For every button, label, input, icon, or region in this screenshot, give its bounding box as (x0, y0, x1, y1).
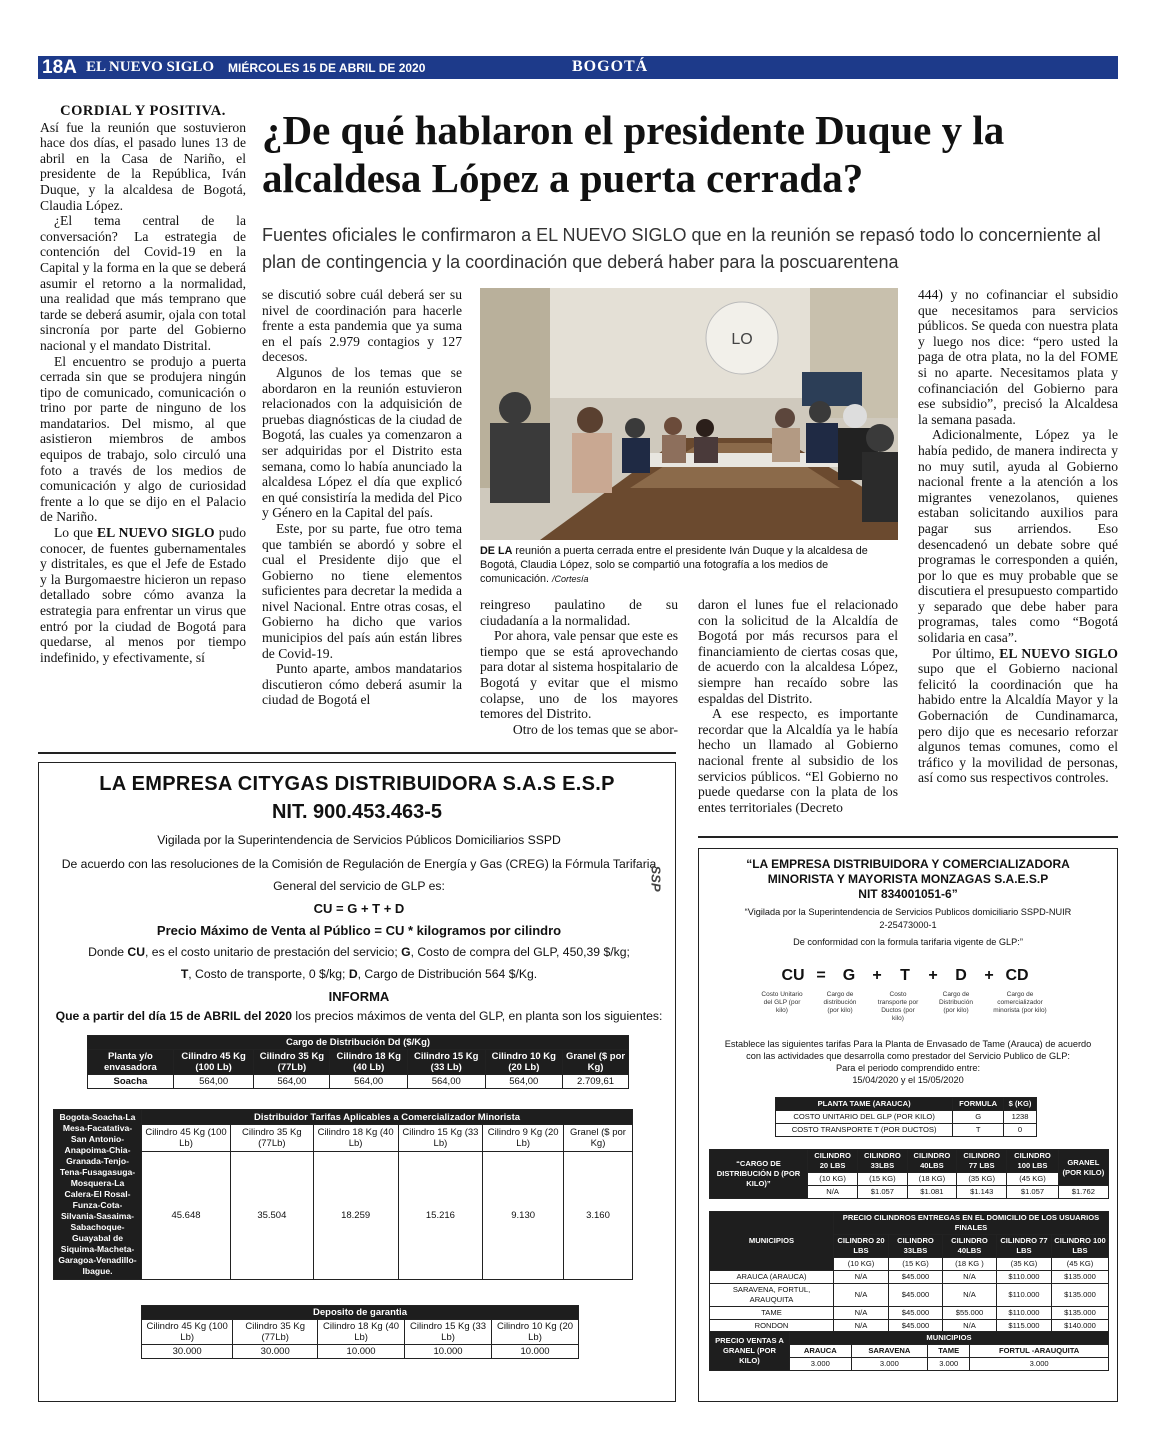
paragraph: reingreso paulatino de su ciudadanía a la normalidad. (480, 597, 678, 628)
photo-caption: DE LA reunión a puerta cerrada entre el presidente Iván Duque y la alcaldesa de Bogotá, Claudia López, solo se compartió una fotografía a los medios de comunicación. /Cortesía (480, 545, 868, 585)
paragraph: ¿El tema central de la conversación? La estrategia de contención del Covid-19 en la Capital y la forma en la que se deberá asumir el retorno a la normalidad, una realidad que más temprano que tarde se deberá asumir, ojala con total sincronía por parte del Gobierno nacional y el mandato Distrital. (40, 213, 246, 353)
ad-line: General del servicio de GLP es: (273, 879, 445, 893)
paragraph: A ese respecto, es importante recordar que la Alcaldía ya le había hecho un llamado al Gobierno nacional frente al subsidio de los servicios públicos. “El Gobierno no puede quedarse con la plata de los entes territoriales (Decreto (698, 706, 898, 815)
column-5 (918, 287, 1118, 786)
page-number: 18A (42, 57, 77, 78)
table-row: 30.000 30.000 10.000 10.000 10.000 (142, 1345, 579, 1359)
screen-logo: LO (731, 331, 753, 348)
ad-line: “Vigilada por la Superintendencia de Servicios Publicos domiciliario SSPD-NUIR (744, 907, 1072, 917)
ad-title: MINORISTA Y MAYORISTA MONZAGAS S.A.E.S.P (767, 872, 1049, 886)
tariff-formula: CU = G + T + D + CD (781, 967, 1029, 984)
paragraph: Por ahora, vale pensar que este es tiempo que se está aprovechando para dotar al sistema hospitalario de Bogotá y evitar que el mismo colapse, uno de los mayores temores del Distrito. (480, 628, 678, 722)
ad-line: Que a partir del día 15 de ABRIL del 2020 los precios máximos de venta del GLP, en planta son los siguientes: (55, 1009, 663, 1023)
table-row: Soacha 564,00 564,00 564,00 564,00 564,00 2.709,61 (88, 1075, 629, 1089)
paragraph: Este, por su parte, fue otro tema que también se abordó y sobre el cual el Presidente dijo que el Gobierno no tiene elementos suficientes para decretar la medida a nivel Nacional. Entre otras cosas, el Gobierno ha dicho que varios municipios del país aún están libres de Covid-19. (262, 520, 462, 661)
table-row: TAME N/A $45.000 $55.000 $110.000 $135.000 (710, 1307, 1109, 1320)
plant-cost-table: PLANTA TAME (ARAUCA) FORMULA $ (KG) COSTO UNITARIO DEL GLP (POR KILO) G 1238 COSTO TRANSPORTE T (POR DUCTOS) T 0 (775, 1097, 1037, 1137)
citygas-ad (38, 762, 676, 1402)
ad-line: Para el periodo comprendido entre: (835, 1063, 981, 1073)
ad-line: INFORMA (328, 989, 390, 1004)
ad-line: con las actividades que desarrolla como prestador del Servicio Publico de GLP: (746, 1051, 1070, 1061)
ad-line: T, Costo de transporte, 0 $/kg; D, Cargo de Distribución 564 $/Kg. (180, 967, 538, 981)
monzagas-ad (698, 848, 1118, 1402)
paragraph: Por último, EL NUEVO SIGLO supo que el Gobierno nacional felicitó la coordinación que ha habido entre la Alcaldía Mayor y la Gobernación de Cundinamarca, pero dijo que es necesario reforzar algunos temas comunes, como el tráfico y la movilidad de personas, así como sus respectivos controles. (918, 645, 1118, 786)
ad-line: Precio Máximo de Venta al Público = CU * kilogramos por cilindro (156, 923, 562, 938)
formula-label: Costo transporte por Ductos (por kilo) (877, 991, 919, 1022)
table-row: SARAVENA, FORTUL, ARAUQUITA N/A $45.000 N/A $110.000 $135.000 (710, 1284, 1109, 1307)
ad-formula: CU = G + T + D (313, 901, 405, 916)
paragraph: daron el lunes fue el relacionado con la solicitud de la Alcaldía de Bogotá por más recursos para el financiamiento de ciertas cosas que, de acuerdo con la alcaldesa López, siempre han recaído sobre las espaldas del Distrito. (698, 597, 898, 706)
section-name: BOGOTÁ (572, 58, 649, 75)
ad-nit: NIT. 900.453.463-5 (271, 801, 443, 823)
ssp-logo: SSP (648, 865, 664, 892)
ad-line: Vigilada por la Superintendencia de Servicios Públicos Domiciliarios SSPD (157, 833, 561, 847)
paragraph: 444) y no cofinanciar el subsidio que necesitamos para servicios públicos. Se queda con nuestra plata y luego nos dice: “pero usted la paga de otra plata, no la del FOME si no aparte. Necesitamos plata y cofinanciación del Gobierno para ese subsidio”, precisó la Alcaldesa la semana pasada. (918, 287, 1118, 427)
ad-line: De acuerdo con las resoluciones de la Comisión de Regulación de Energía y Gas (CREG) la Fórmula Tarifaria (61, 857, 657, 871)
paragraph: Así fue la reunión que sostuvieron hace dos días, el pasado lunes 13 de abril en la Casa de Nariño, el presidente de la República, Iván Duque, y la alcaldesa de Bogotá, Claudia López. (40, 119, 246, 213)
ad-title: “LA EMPRESA DISTRIBUIDORA Y COMERCIALIZADORA (746, 857, 1070, 871)
paragraph: Lo que EL NUEVO SIGLO pudo conocer, de fuentes gubernamentales y distritales, es que el Jefe de Estado y la Burgomaestre hicieron un repaso detallado sobre cómo avanza la estrategia para enfrentar un virus que entró por la ciudad de Bogotá para quedarse, al menos por tiempo indefinido, y efectivamente, sí (40, 525, 246, 665)
table-row: N/A $1.057 $1.081 $1.143 $1.057 $1.762 (710, 1186, 1109, 1199)
formula-label: Costo Unitario del GLP (por kilo) (761, 991, 803, 1014)
table-row: 3.000 3.000 3.000 3.000 (710, 1358, 1109, 1371)
table-row: COSTO TRANSPORTE T (POR DUCTOS) T 0 (776, 1124, 1037, 1137)
paragraph: se discutió sobre cuál deberá ser su nivel de coordinación para hacerle frente a esta pandemia que ya suma en el país 2.979 contagios y 127 decesos. (262, 287, 462, 365)
headline: ¿De qué hablaron el presidente Duque y la alcaldesa López a puerta cerrada? (262, 107, 1005, 201)
paragraph: Adicionalmente, López ya le había pedido, de manera indirecta y no muy sutil, ayuda al Gobierno nacional frente a la atención a los migrantes venezolanos, quienes estaban solicitando auxilios para pagar sus arriendos. Eso desencadenó un debate sobre qué programas le corresponden a quién, por lo que es muy probable que se discutiera el presupuesto compartido y separado que debe haber para programas, tales como “Bogotá solidaria en casa”. (918, 427, 1118, 646)
ad-line: Establece las siguientes tarifas Para la Planta de Envasado de Tame (Arauca) de acuerdo (724, 1039, 1092, 1049)
deposit-table: Deposito de garantia Cilindro 45 Kg (100 Lb) Cilindro 35 Kg (77Lb) Cilindro 18 Kg (40 Lb) Cilindro 15 Kg (33 Lb) Cilindro 10 Kg (20 Lb) 30.000 30.000 10.000 10.000 10.000 (141, 1305, 579, 1359)
ad-title: LA EMPRESA CITYGAS DISTRIBUIDORA S.A.S E.S.P (99, 773, 615, 795)
paragraph: Algunos de los temas que se abordaron en la reunión estuvieron relacionados con la adquisición de pruebas diagnósticas de la ciudad de Bogotá, las cuales ya comenzaron a ser adquiridas por el Distrito esta semana, como lo había anunciado la alcaldesa López el día que explicó en qué consistiría la medida del Pico y Género en la Capital del país. (262, 364, 462, 521)
distribution-charge-table: Cargo de Distribución Dd ($/Kg) Planta y/o envasadora Cilindro 45 Kg (100 Lb) Cilindro 35 Kg (77Lb) Cilindro 18 Kg (40 Lb) Cilindro 15 Kg (33 Lb) Cilindro 10 Kg (20 Lb) Granel ($ por Kg) Soacha 564,00 564,00 564,00 564,00 564,00 2.709,61 (87, 1035, 629, 1089)
paragraph: El encuentro se produjo a puerta cerrada sin que se produjera ningún tipo de comunicado, comunicación o trino por parte de ninguno de los mandatarios. Del mismo, al que asistieron miembros de ambos equipos de trabajo, solo circuló una foto a través de los medios de comunicación y algo de curiosidad frente a lo que se dijo en el Palacio de Nariño. (40, 353, 246, 525)
meeting-photo (480, 288, 898, 540)
paragraph: Otro de los temas que se abor- (512, 721, 678, 737)
paragraph: Punto aparte, ambos mandatarios discutieron cómo deberá asumir la ciudad de Bogotá el (262, 661, 462, 708)
table-row: COSTO UNITARIO DEL GLP (POR KILO) G 1238 (776, 1111, 1037, 1124)
table-row: RONDON N/A $45.000 N/A $115.000 $140.000 (710, 1320, 1109, 1333)
bulk-price-table: PRECIO VENTAS A GRANEL (POR KILO) MUNICIPIOS ARAUCA SARAVENA TAME FORTUL -ARAUQUITA 3.000 3.000 3.000 3.000 (709, 1331, 1109, 1371)
ad-line: Donde CU, es el costo unitario de prestación del servicio; G, Costo de compra del GLP, 450,39 $/kg; (88, 945, 630, 959)
newspaper-name: EL NUEVO SIGLO (86, 59, 215, 75)
kicker: CORDIAL Y POSITIVA. (60, 103, 226, 119)
home-delivery-price-table: MUNICIPIOS PRECIO CILINDROS ENTREGAS EN EL DOMICILIO DE LOS USUARIOS FINALES CILINDRO 20 LBS CILINDRO 33LBS CILINDRO 40LBS CILINDRO 77 LBS CILINDRO 100 LBS (10 KG) (15 KG) (18 KG ) (35 KG) (45 KG) ARAUCA (ARAUCA) N/A $45.000 N/A $110.000 $135.000 SARAVENA, FORTUL, ARAUQUITA N/A $45.000 N/A $110.000 $135.000 TAME N/A $45.000 $55.000 $110.000 $135.000 RONDON N/A $45.000 N/A $115.000 $140.000 (709, 1211, 1109, 1333)
ad-line: De conformidad con la formula tarifaria vigente de GLP:” (793, 937, 1023, 947)
divider (698, 836, 1118, 838)
ad-line: 2-25473000-1 (879, 920, 937, 930)
minorista-tariff-table: Bogota-Soacha-La Mesa-Facatativa-San Antonio-Anapoima-Chia-Granada-Tenjo-Tena-Fusagasuga-Mosquera-La Calera-El Rosal-Funza-Cota-Silvania-Sasaima-Sabachoque-Guayabal de Siquima-Macheta-Garagoa-Venadillo-Ibague. Distribuidor Tarifas Aplicables a Comercializador Minorista Cilindro 45 Kg (100 Lb) Cilindro 35 Kg (77Lb) Cilindro 18 Kg (40 Lb) Cilindro 15 Kg (33 Lb) Cilindro 9 Kg (20 Lb) Granel ($ por Kg) 45.648 35.504 18.259 15.216 9.130 3.160 (53, 1109, 633, 1280)
edition-date: MIÉRCOLES 15 DE ABRIL DE 2020 (228, 61, 426, 75)
divider (38, 752, 676, 754)
column-3 (480, 597, 678, 737)
ad-nit: NIT 834001051-6” (858, 887, 958, 901)
column-2 (262, 287, 462, 708)
page-header (38, 56, 1118, 79)
formula-label: Cargo de Distribución (por kilo) (939, 991, 973, 1014)
column-1 (40, 104, 246, 665)
deck: Fuentes oficiales le confirmaron a EL NUEVO SIGLO que en la reunión se repasó todo lo concerniente al plan de contingencia y la coordinación que deberá haber para la poscuarentena (262, 225, 1101, 272)
ad-line: 15/04/2020 y el 15/05/2020 (852, 1075, 964, 1085)
table-row: 45.648 35.504 18.259 15.216 9.130 3.160 (54, 1152, 633, 1280)
distribution-charge-table: “CARGO DE DISTRIBUCIÓN D (POR KILO)” CILINDRO 20 LBS CILINDRO 33LBS CILINDRO 40LBS CILINDRO 77 LBS CILINDRO 100 LBS GRANEL (POR KILO) (10 KG) (15 KG) (18 KG) (35 KG) (45 KG) N/A $1.057 $1.081 $1.143 $1.057 $1.762 (709, 1149, 1109, 1199)
table-row: ARAUCA (ARAUCA) N/A $45.000 N/A $110.000 $135.000 (710, 1271, 1109, 1284)
column-4 (698, 597, 898, 815)
formula-label: Cargo de comercializador minorista (por kilo) (993, 991, 1047, 1014)
formula-label: Cargo de distribución (por kilo) (823, 991, 857, 1014)
